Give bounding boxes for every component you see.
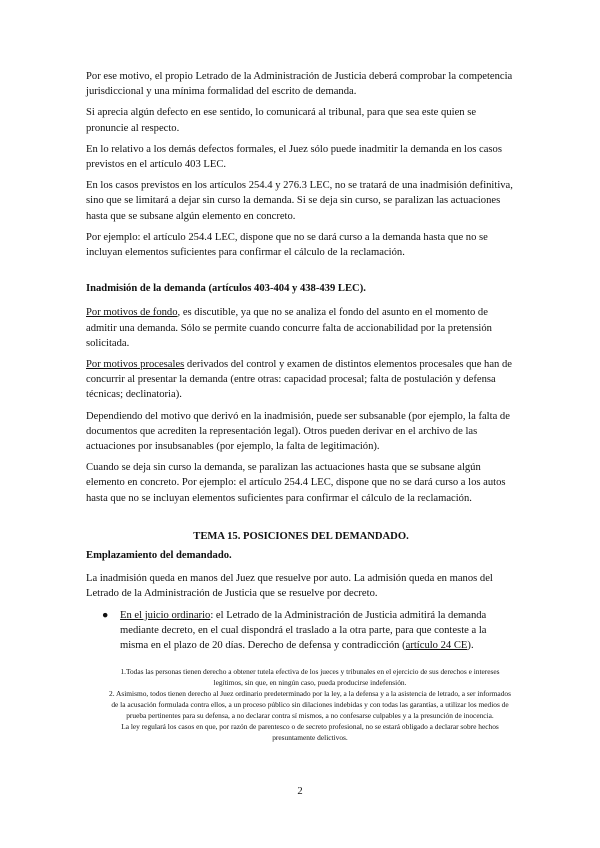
- motivos-procesales-text: derivados del control y examen de distintos elementos procesales que han de concurrir al presentar la demanda (entre otras: capacidad procesal; falta de postulación y defensa técnicas; declinatoria).: [86, 359, 512, 401]
- tema-title: TEMA 15. POSICIONES DEL DEMANDADO.: [193, 530, 409, 542]
- bullet-icon: ●: [102, 609, 109, 621]
- paragraph-sin-curso: En los casos previstos en los artículos 254.4 y 276.3 LEC, no se tratará de una inadmisión definitiva, sino que se limitará a dejar sin curso la demanda. Si se deja sin curso, se paralizan las actuaciones hasta que se subsane algún elemento en concreto.: [86, 180, 513, 222]
- paragraph-motivos-fondo: [86, 305, 516, 351]
- quote-paragraph-3: La ley regulará los casos en que, por razón de parentesco o de secreto profesional, no se estará obligado a declarar sobre hechos presuntamente delictivos.: [121, 721, 499, 742]
- quote-paragraph-2: 2. Asimismo, todos tienen derecho al Juez ordinario predeterminado por la ley, a la defensa y a la asistencia de letrado, a ser informados de la acusación formulada contra ellos, a un proceso público sin dilaciones indebidas y con todas las garantías, a utilizar los medios de prueba pertinentes para su defensa, a no declarar contra sí mismos, a no confesarse culpables y a la presunción de inocencia.: [109, 689, 511, 720]
- list-item-juicio-ordinario: [86, 608, 516, 654]
- juicio-ordinario-label: En el juicio ordinario: [120, 609, 211, 621]
- paragraph-defecto: Si aprecia algún defecto en ese sentido, lo comunicará al tribunal, para que sea este quien se pronuncie al respecto.: [86, 107, 477, 134]
- quote-paragraph-1: 1.Todas las personas tienen derecho a obtener tutela efectiva de los jueces y tribunales en el ejercicio de sus derechos e intereses legítimos, sin que, en ningún caso, pueda producirse indefensión.: [120, 667, 500, 688]
- page-content: [86, 69, 516, 744]
- juicio-ordinario-end: ).: [467, 640, 474, 652]
- paragraph-defectos-formales: En lo relativo a los demás defectos formales, el Juez sólo puede inadmitir la demanda en los casos previstos en el artículo 403 LEC.: [86, 143, 502, 171]
- emplazamiento-title: Emplazamiento del demandado.: [86, 550, 232, 562]
- heading-inadmision: Inadmisión de la demanda (artículos 403-404 y 438-439 LEC).: [86, 283, 366, 295]
- paragraph-ejemplo: Por ejemplo: el artículo 254.4 LEC, dispone que no se dará curso a la demanda hasta que no se incluyan elementos suficientes para confirmar el cálculo de la reclamación.: [86, 231, 488, 259]
- articulo-24-ce-link: artículo 24 CE: [405, 640, 468, 652]
- paragraph-emplazamiento: La inadmisión queda en manos del Juez que resuelve por auto. La admisión queda en manos del Letrado de la Administración de Justicia que se resuelve por decreto.: [86, 573, 493, 600]
- page-number: 2: [297, 786, 303, 797]
- juicio-ordinario-text: : el Letrado de la Administración de Justicia admitirá la demanda mediante decreto, en el cual dispondrá el traslado a la otra parte, para que conteste a la misma en el plazo de 20 días. Derecho de defensa y contradicción (: [120, 609, 487, 652]
- motivos-fondo-text: , es discutible, ya que no se analiza el fondo del asunto en el momento de admitir una demanda. Sólo se permite cuando concurre falta de accionabilidad por la pretensión solicitada.: [86, 307, 492, 349]
- motivos-fondo-label: Por motivos de fondo: [86, 307, 178, 319]
- article-24-quote: [86, 667, 516, 743]
- motivos-procesales-label: Por motivos procesales: [86, 359, 185, 371]
- paragraph-subsanable: Dependiendo del motivo que derivó en la inadmisión, puede ser subsanable (por ejemplo, la falta de documentos que acrediten la representación legal). Otros pueden derivar en el archivo de las actuaciones por insubsanables (por ejemplo, la falta de legitimación).: [86, 410, 510, 453]
- paragraph-competencia: Por ese motivo, el propio Letrado de la Administración de Justicia deberá comprobar la competencia jurisdiccional y una mínima formalidad del escrito de demanda.: [86, 71, 513, 98]
- paragraph-motivos-procesales: [86, 357, 516, 403]
- paragraph-paralizan: Cuando se deja sin curso la demanda, se paralizan las actuaciones hasta que se subsane algún elemento en concreto. Por ejemplo: el artículo 254.4 LEC, dispone que no se dará curso a los autos hasta que no se incluyan elementos suficientes para confirmar el cálculo de la reclamación.: [86, 462, 506, 504]
